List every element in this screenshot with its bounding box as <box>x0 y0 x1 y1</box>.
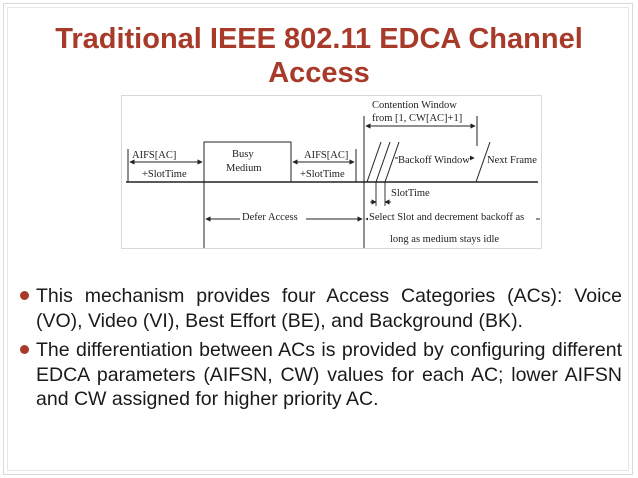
slot-left-label: +SlotTime <box>142 169 187 180</box>
edca-timing-diagram <box>121 95 542 249</box>
slottime-label: SlotTime <box>391 188 430 199</box>
busy-medium-box <box>204 142 291 182</box>
filled-circle-bullet-icon <box>20 345 29 354</box>
bullet-list <box>20 284 622 417</box>
slot-right-label: +SlotTime <box>300 169 345 180</box>
backoff-window-label: Backoff Window <box>398 155 470 166</box>
contention-window-label-line1: Contention Window <box>372 100 457 111</box>
slot-slash-1 <box>367 142 381 182</box>
filled-circle-bullet-icon <box>20 291 29 300</box>
busy-medium-label-line1: Busy <box>232 149 254 160</box>
bullet-item-differentiation <box>20 338 622 412</box>
slot-slash-2 <box>376 142 390 182</box>
select-slot-label-line1: Select Slot and decrement backoff as <box>369 212 525 223</box>
defer-access-label: Defer Access <box>242 212 298 223</box>
next-frame-label: Next Frame <box>487 155 537 166</box>
aifs-left-label: AIFS[AC] <box>132 150 177 161</box>
bullet-text-differentiation: The differentiation between ACs is provided by configuring different EDCA parameters (AIFSN, CW) values for each AC; lower AIFSN and CW assigned for higher priority AC. <box>36 339 622 410</box>
edca-timing-svg <box>122 96 541 248</box>
slot-slash-3 <box>385 142 399 182</box>
bullet-text-access-categories: This mechanism provides four Access Categories (ACs): Voice (VO), Video (VI), Best Effort (BE), and Background (BK). <box>36 285 622 332</box>
bullet-item-access-categories <box>20 284 622 333</box>
select-slot-label-line2: long as medium stays idle <box>390 234 500 245</box>
contention-window-label-line2: from [1, CW[AC]+1] <box>372 113 463 124</box>
slide-title: Traditional IEEE 802.11 EDCA Channel Access <box>55 23 583 89</box>
aifs-right-label: AIFS[AC] <box>304 150 349 161</box>
busy-medium-label-line2: Medium <box>226 163 262 174</box>
